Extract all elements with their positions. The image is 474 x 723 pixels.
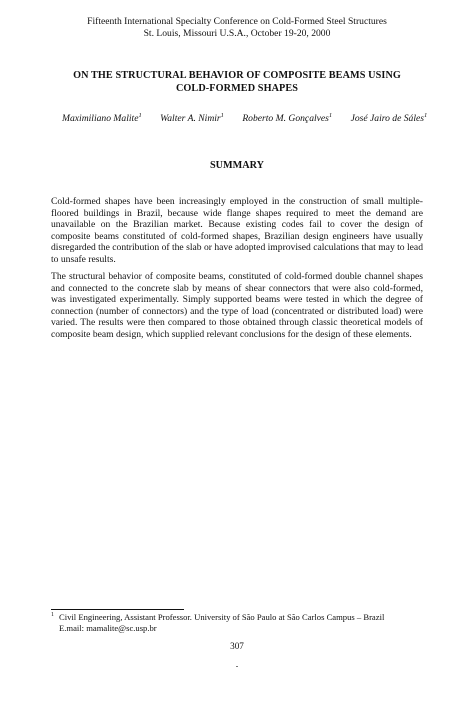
author-name: Roberto M. Gonçalves bbox=[242, 113, 329, 124]
affiliation-text: Civil Engineering, Assistant Professor. University of São Paulo at São Carlos Campus – Brazil bbox=[59, 612, 385, 622]
author-name: Maximiliano Malite bbox=[62, 113, 139, 124]
author bbox=[242, 113, 332, 124]
title-line-2: COLD-FORMED SHAPES bbox=[175, 82, 299, 94]
author bbox=[351, 113, 428, 124]
footnote-line: $^1$ Civil Engineering, Assistant Professor. University of São Paulo at São Carlos Campus – Brazil bbox=[51, 612, 385, 622]
footnote-email: E.mail: mamalite@sc.usp.br bbox=[59, 623, 157, 633]
conference-header bbox=[0, 16, 474, 40]
conference-name: Fifteenth International Specialty Conference on Cold-Formed Steel Structures bbox=[87, 16, 387, 27]
conference-location-date: St. Louis, Missouri U.S.A., October 19-20, 2000 bbox=[143, 28, 331, 39]
page-number: 307 bbox=[230, 641, 244, 651]
affiliation-mark: 1 bbox=[328, 111, 333, 119]
summary-heading: SUMMARY bbox=[210, 160, 264, 171]
author-list bbox=[62, 111, 428, 124]
footnote-divider bbox=[51, 609, 184, 610]
footnote bbox=[51, 612, 431, 634]
author bbox=[62, 113, 142, 124]
title-line-1: ON THE STRUCTURAL BEHAVIOR OF COMPOSITE BEAMS USING bbox=[73, 70, 401, 81]
summary-paragraph: The structural behavior of composite beams, constituted of cold-formed double channel shapes and connected to the concrete slab by means of shear connectors that were also cold-formed, was investigated experimentally. Simply supported beams were tested in which the degree of connection (number of connectors) and the type of load (concentrated or distributed load) were varied. The results were then compared to those obtained through classic theoretical models of composite beam design, which supplied relevant conclusions for the design of these elements. bbox=[51, 271, 423, 340]
author-name: Walter A. Nimir bbox=[160, 113, 221, 124]
author-name: José Jairo de Sáles bbox=[350, 113, 425, 124]
affiliation-mark: 1 bbox=[424, 111, 428, 119]
summary-paragraph: Cold-formed shapes have been increasingly employed in the construction of small multiple-floored buildings in Brazil, because wide flange shapes required to meet the demand are unavailable on the Brazilian market. Because existing codes fail to cover the design of composite beams constituted of cold-formed shapes, Brazilian design engineers have usually disregarded the contribution of the slab or have adopted improvised calculations that may to lead to unsafe results. bbox=[51, 196, 423, 265]
affiliation-mark: 1 bbox=[138, 111, 142, 119]
paper-title bbox=[60, 70, 414, 95]
affiliation-mark: 1 bbox=[220, 111, 224, 119]
author bbox=[160, 113, 224, 124]
scan-speck bbox=[236, 666, 238, 667]
